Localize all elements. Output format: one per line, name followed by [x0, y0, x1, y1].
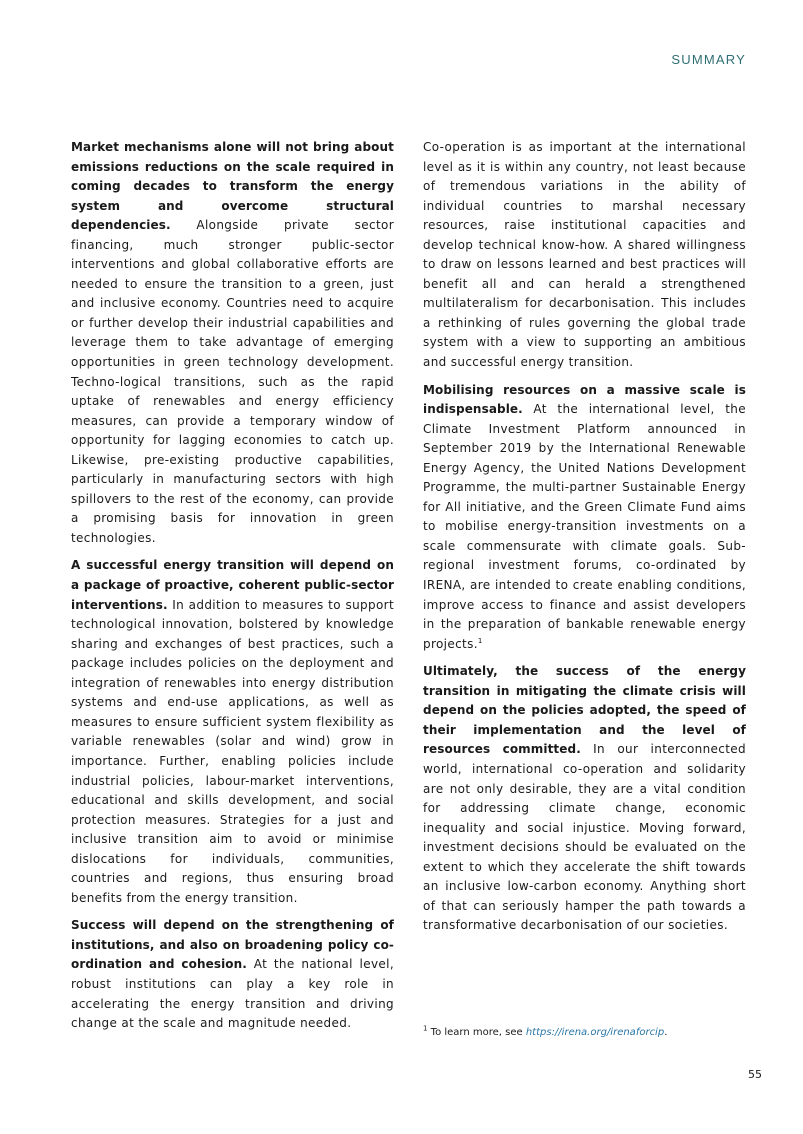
paragraph-lead: Mobilising resources on a massive scale is indispensable.: [423, 382, 746, 417]
paragraph-body: Co-operation is as important at the international level as it is within any country, not least because of tremendous variations in the ability of individual countries to marshal necessary resources, raise institutional capacities and develop technical know-how. A shared willingness to draw on lessons learned and best practices will benefit all and can herald a strengthened multilateralism for decarbonisation. This includes a rethinking of rules governing the global trade system with a view to supporting an ambitious and successful energy transition.: [423, 140, 746, 370]
paragraph-body: In our interconnected world, international co-operation and solidarity are not only desirable, they are a vital condition for addressing climate change, economic inequality and social injustice. Moving forward, investment decisions should be evaluated on the extent to which they accelerate the shift towards an inclusive low-carbon economy. Anything short of that can seriously hamper the path towards a transformative decarbonisation of our societies.: [423, 742, 746, 933]
left-column: [71, 138, 394, 1042]
paragraph: [71, 556, 394, 908]
paragraph: [423, 381, 746, 655]
footnote-link[interactable]: https://irena.org/irenaforcip: [525, 1027, 665, 1038]
paragraph: [423, 138, 746, 373]
paragraph-body: In addition to measures to support technological innovation, bolstered by knowledge sharing and exchanges of best practices, such a package includes policies on the deployment and integration of renewables into energy distribution systems and end-use applications, as well as measures to ensure sufficient system flexibility as variable renewables (solar and wind) grow in importance. Further, enabling policies include industrial policies, labour-market interventions, educational and skills development, and social protection measures. Strategies for a just and inclusive transition aim to avoid or minimise dislocations for individuals, communities, countries and regions, thus ensuring broad benefits from the energy transition.: [71, 597, 394, 905]
paragraph: [71, 138, 394, 548]
paragraph-body: At the international level, the Climate Investment Platform announced in September 2019 by the International Renewable Energy Agency, the United Nations Development Programme, the multi-partner Sustainable Energy for All initiative, and the Green Climate Fund aims to mobilise energy-transition investments on a scale commensurate with climate goals. Sub-regional investment forums, co-ordinated by IRENA, are intended to create enabling conditions, improve access to finance and assist developers in the preparation of bankable renewable energy projects.: [423, 402, 746, 651]
paragraph-body: Alongside private sector financing, much stronger public-sector interventions and global collaborative efforts are needed to ensure the transition to a green, just and inclusive economy. Countries need to acquire or further develop their industrial capabilities and leverage them to take advantage of emerging opportunities in green technology development. Techno-logical transitions, such as the rapid uptake of renewables and energy efficiency measures, can provide a temporary window of opportunity for lagging economies to catch up. Likewise, pre-existing productive capabilities, particularly in manufacturing sectors with high spillovers to the rest of the economy, can provide a promising basis for innovation in green technologies.: [71, 218, 394, 545]
paragraph: [71, 916, 394, 1033]
footnote: [423, 1024, 763, 1038]
paragraph-lead: Ultimately, the success of the energy transition in mitigating the climate crisis will depend on the policies adopted, the speed of their implementation and the level of resources committed.: [423, 664, 746, 757]
paragraph-body: At the national level, robust institutions can play a key role in accelerating the energy transition and driving change at the scale and magnitude needed.: [71, 957, 394, 1031]
paragraph-lead: Market mechanisms alone will not bring about emissions reductions on the scale required in coming decades to transform the energy system and overcome structural dependencies.: [71, 140, 394, 233]
footnote-text: To learn more, see: [430, 1027, 526, 1038]
paragraph: [423, 662, 746, 936]
footnote-end: .: [664, 1027, 668, 1038]
footnote-marker: 1: [423, 1024, 428, 1033]
paragraph-lead: A successful energy transition will depend on a package of proactive, coherent public-sector interventions.: [71, 558, 394, 612]
right-column: [423, 138, 746, 944]
page-number: 55: [748, 1068, 762, 1081]
section-label: SUMMARY: [671, 52, 746, 67]
footnote-reference[interactable]: 1: [477, 636, 483, 645]
paragraph-lead: Success will depend on the strengthening of institutions, and also on broadening policy co-ordination and cohesion.: [71, 918, 394, 972]
